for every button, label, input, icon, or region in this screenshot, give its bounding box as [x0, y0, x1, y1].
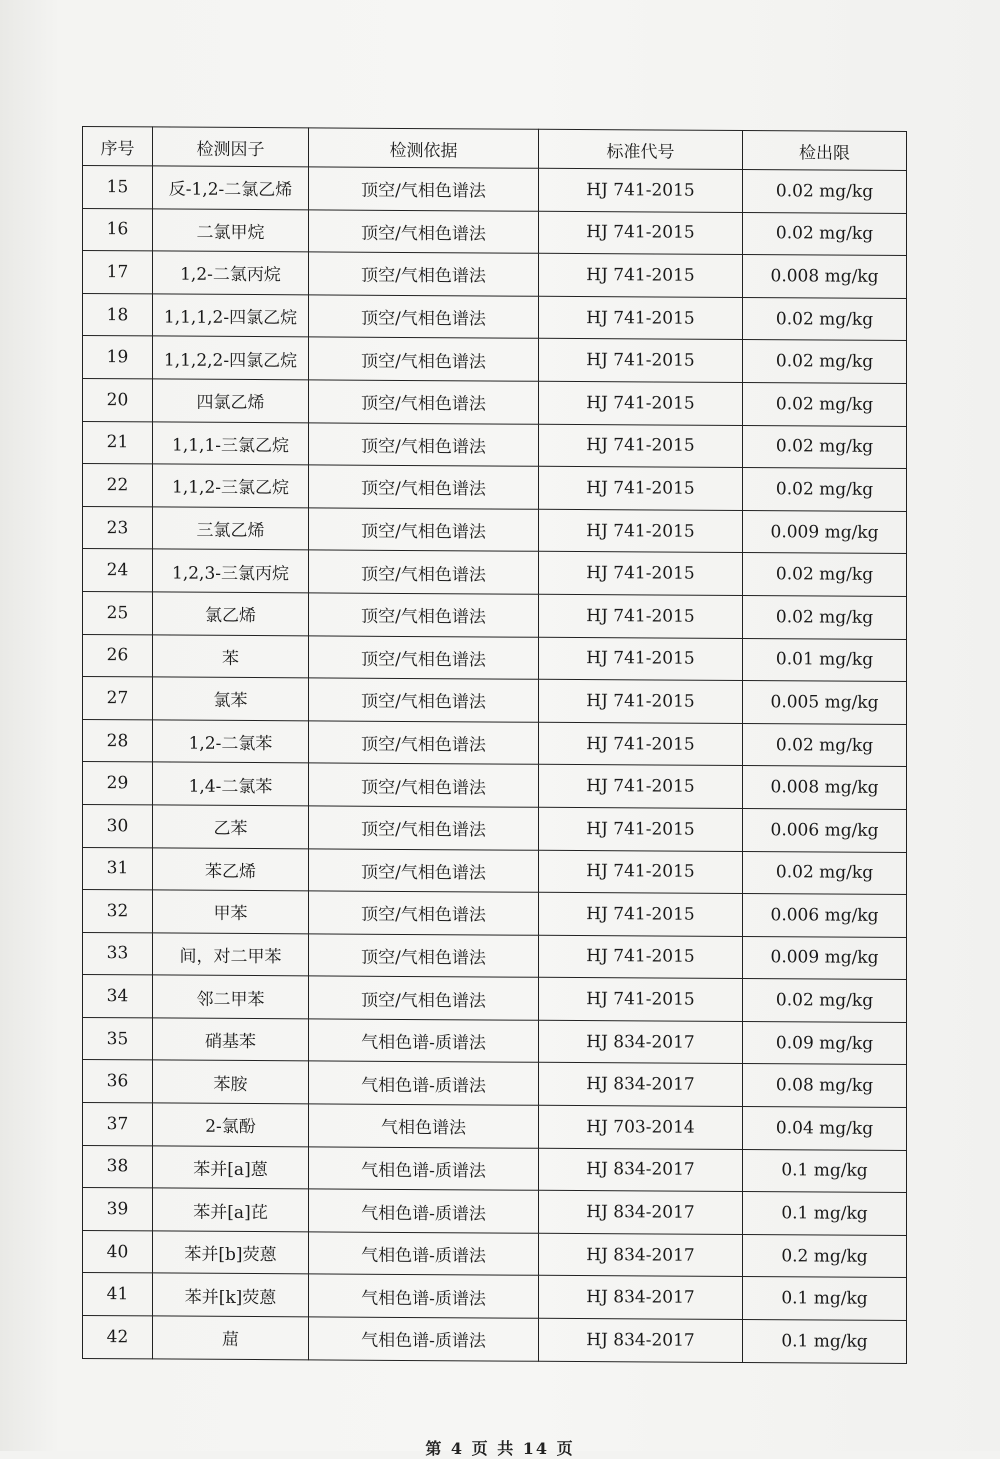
table-row	[83, 1316, 907, 1364]
header-factor: 检测因子	[153, 127, 309, 167]
cell-factor: 苯胺	[153, 1060, 309, 1104]
cell-method: 顶空/气相色谱法	[309, 806, 539, 850]
table-row	[83, 719, 907, 767]
cell-factor: 二氯甲烷	[153, 209, 309, 253]
cell-limit: 0.1 mg/kg	[743, 1320, 907, 1364]
cell-factor: 1,1,1,2-四氯乙烷	[153, 294, 309, 338]
cell-code: HJ 834-2017	[539, 1148, 743, 1192]
cell-limit: 0.02 mg/kg	[743, 425, 907, 469]
cell-code: HJ 834-2017	[539, 1233, 743, 1277]
cell-code: HJ 741-2015	[539, 424, 743, 468]
table-row	[83, 1060, 907, 1108]
cell-code: HJ 834-2017	[539, 1063, 743, 1107]
cell-code: HJ 741-2015	[539, 892, 743, 936]
cell-method: 顶空/气相色谱法	[309, 380, 539, 424]
cell-limit: 0.09 mg/kg	[743, 1021, 907, 1065]
cell-method: 顶空/气相色谱法	[309, 593, 539, 637]
cell-factor: 2-氯酚	[153, 1103, 309, 1147]
cell-factor: 1,2,3-三氯丙烷	[153, 549, 309, 593]
cell-limit: 0.008 mg/kg	[743, 255, 907, 299]
cell-code: HJ 834-2017	[539, 1020, 743, 1064]
header-seq: 序号	[83, 127, 153, 166]
cell-seq: 37	[83, 1103, 153, 1146]
table-row	[83, 421, 907, 469]
cell-code: HJ 741-2015	[539, 381, 743, 425]
cell-seq: 35	[83, 1017, 153, 1060]
cell-factor: 三氯乙烯	[153, 507, 309, 551]
cell-code: HJ 741-2015	[539, 807, 743, 851]
cell-method: 气相色谱-质谱法	[309, 1147, 539, 1191]
cell-code: HJ 741-2015	[539, 509, 743, 553]
cell-method: 顶空/气相色谱法	[309, 465, 539, 509]
cell-limit: 0.1 mg/kg	[743, 1277, 907, 1321]
cell-method: 顶空/气相色谱法	[309, 635, 539, 679]
cell-factor: 苯并[a]芘	[153, 1188, 309, 1232]
table-row	[83, 975, 907, 1023]
cell-seq: 15	[83, 166, 153, 209]
cell-code: HJ 741-2015	[539, 978, 743, 1022]
cell-seq: 21	[83, 421, 153, 464]
table-row	[83, 166, 907, 214]
cell-limit: 0.02 mg/kg	[743, 212, 907, 256]
cell-code: HJ 741-2015	[539, 552, 743, 596]
table-row	[83, 251, 907, 299]
cell-factor: 甲苯	[153, 890, 309, 934]
cell-limit: 0.02 mg/kg	[743, 851, 907, 895]
cell-code: HJ 834-2017	[539, 1276, 743, 1320]
cell-seq: 24	[83, 549, 153, 592]
table-row	[83, 762, 907, 810]
table-row	[83, 1273, 907, 1321]
cell-seq: 32	[83, 890, 153, 933]
page-number: 第 4 页 共 14 页	[425, 1439, 575, 1458]
cell-factor: 苯并[a]蒽	[153, 1146, 309, 1190]
cell-method: 顶空/气相色谱法	[309, 209, 539, 253]
cell-limit: 0.02 mg/kg	[743, 383, 907, 427]
table-row	[83, 336, 907, 384]
table-row	[83, 890, 907, 938]
cell-limit: 0.006 mg/kg	[743, 808, 907, 852]
table-row	[83, 634, 907, 682]
table-body	[83, 166, 907, 1364]
cell-seq: 33	[83, 932, 153, 975]
cell-seq: 20	[83, 378, 153, 421]
cell-seq: 38	[83, 1145, 153, 1188]
cell-seq: 18	[83, 293, 153, 336]
table-row	[83, 208, 907, 256]
cell-limit: 0.08 mg/kg	[743, 1064, 907, 1108]
cell-factor: 1,1,2,2-四氯乙烷	[153, 336, 309, 380]
cell-limit: 0.008 mg/kg	[743, 766, 907, 810]
table-row	[83, 1188, 907, 1236]
cell-limit: 0.02 mg/kg	[743, 297, 907, 341]
cell-seq: 30	[83, 804, 153, 847]
cell-factor: 苯并[b]荧蒽	[153, 1231, 309, 1275]
cell-method: 顶空/气相色谱法	[309, 422, 539, 466]
cell-method: 顶空/气相色谱法	[309, 678, 539, 722]
cell-method: 气相色谱-质谱法	[309, 1274, 539, 1318]
cell-code: HJ 741-2015	[539, 765, 743, 809]
cell-seq: 31	[83, 847, 153, 890]
cell-method: 气相色谱-质谱法	[309, 1019, 539, 1063]
cell-limit: 0.009 mg/kg	[743, 936, 907, 980]
cell-code: HJ 834-2017	[539, 1191, 743, 1235]
cell-seq: 19	[83, 336, 153, 379]
cell-seq: 40	[83, 1230, 153, 1273]
cell-factor: 苯	[153, 634, 309, 678]
cell-seq: 26	[83, 634, 153, 677]
cell-seq: 34	[83, 975, 153, 1018]
cell-seq: 22	[83, 464, 153, 507]
cell-factor: 1,2-二氯苯	[153, 720, 309, 764]
cell-limit: 0.01 mg/kg	[743, 638, 907, 682]
cell-code: HJ 741-2015	[539, 211, 743, 255]
detection-limit-table	[82, 126, 907, 1364]
cell-factor: 苯并[k]荧蒽	[153, 1273, 309, 1317]
cell-code: HJ 703-2014	[539, 1105, 743, 1149]
cell-limit: 0.006 mg/kg	[743, 894, 907, 938]
cell-method: 顶空/气相色谱法	[309, 763, 539, 807]
cell-limit: 0.02 mg/kg	[743, 979, 907, 1023]
cell-code: HJ 741-2015	[539, 637, 743, 681]
cell-code: HJ 741-2015	[539, 466, 743, 510]
header-limit: 检出限	[743, 131, 907, 171]
table-header-row	[83, 127, 907, 171]
cell-factor: 苯乙烯	[153, 847, 309, 891]
cell-code: HJ 741-2015	[539, 679, 743, 723]
cell-factor: 䓛	[153, 1316, 309, 1360]
cell-method: 气相色谱法	[309, 1104, 539, 1148]
cell-factor: 四氯乙烯	[153, 379, 309, 423]
table-row	[83, 804, 907, 852]
table-row	[83, 1103, 907, 1151]
cell-seq: 42	[83, 1316, 153, 1359]
cell-code: HJ 741-2015	[539, 935, 743, 979]
table-row	[83, 847, 907, 895]
cell-factor: 反-1,2-二氯乙烯	[153, 166, 309, 210]
cell-limit: 0.1 mg/kg	[743, 1192, 907, 1236]
cell-code: HJ 741-2015	[539, 594, 743, 638]
cell-method: 顶空/气相色谱法	[309, 167, 539, 211]
cell-method: 顶空/气相色谱法	[309, 295, 539, 339]
cell-method: 气相色谱-质谱法	[309, 1317, 539, 1361]
table-row	[83, 293, 907, 341]
table-row	[83, 1017, 907, 1065]
cell-factor: 1,2-二氯丙烷	[153, 251, 309, 295]
header-code: 标准代号	[539, 129, 743, 169]
table-row	[83, 549, 907, 597]
cell-method: 顶空/气相色谱法	[309, 721, 539, 765]
cell-limit: 0.1 mg/kg	[743, 1149, 907, 1193]
cell-limit: 0.02 mg/kg	[743, 340, 907, 384]
cell-factor: 间，对二甲苯	[153, 933, 309, 977]
cell-seq: 16	[83, 208, 153, 251]
table-row	[83, 464, 907, 512]
cell-factor: 氯苯	[153, 677, 309, 721]
cell-seq: 23	[83, 506, 153, 549]
cell-seq: 25	[83, 591, 153, 634]
cell-factor: 1,1,1-三氯乙烷	[153, 421, 309, 465]
cell-method: 顶空/气相色谱法	[309, 252, 539, 296]
cell-code: HJ 741-2015	[539, 339, 743, 383]
cell-seq: 36	[83, 1060, 153, 1103]
cell-code: HJ 741-2015	[539, 296, 743, 340]
cell-factor: 氯乙烯	[153, 592, 309, 636]
cell-limit: 0.04 mg/kg	[743, 1107, 907, 1151]
cell-code: HJ 834-2017	[539, 1318, 743, 1362]
cell-method: 顶空/气相色谱法	[309, 337, 539, 381]
cell-factor: 1,1,2-三氯乙烷	[153, 464, 309, 508]
table-row	[83, 932, 907, 980]
table-row	[83, 677, 907, 725]
cell-code: HJ 741-2015	[539, 722, 743, 766]
cell-method: 顶空/气相色谱法	[309, 550, 539, 594]
cell-limit: 0.2 mg/kg	[743, 1234, 907, 1278]
cell-limit: 0.02 mg/kg	[743, 468, 907, 512]
cell-seq: 17	[83, 251, 153, 294]
cell-factor: 硝基苯	[153, 1018, 309, 1062]
cell-seq: 28	[83, 719, 153, 762]
cell-factor: 乙苯	[153, 805, 309, 849]
cell-factor: 1,4-二氯苯	[153, 762, 309, 806]
cell-factor: 邻二甲苯	[153, 975, 309, 1019]
table-row	[83, 1230, 907, 1278]
cell-seq: 41	[83, 1273, 153, 1316]
cell-limit: 0.02 mg/kg	[743, 723, 907, 767]
cell-code: HJ 741-2015	[539, 253, 743, 297]
cell-limit: 0.02 mg/kg	[743, 553, 907, 597]
cell-limit: 0.005 mg/kg	[743, 681, 907, 725]
cell-seq: 39	[83, 1188, 153, 1231]
cell-method: 顶空/气相色谱法	[309, 934, 539, 978]
cell-limit: 0.02 mg/kg	[743, 170, 907, 214]
cell-method: 气相色谱-质谱法	[309, 1061, 539, 1105]
cell-method: 顶空/气相色谱法	[309, 891, 539, 935]
cell-method: 顶空/气相色谱法	[309, 508, 539, 552]
cell-limit: 0.009 mg/kg	[743, 510, 907, 554]
table-row	[83, 506, 907, 554]
cell-limit: 0.02 mg/kg	[743, 595, 907, 639]
table-row	[83, 1145, 907, 1193]
cell-method: 顶空/气相色谱法	[309, 976, 539, 1020]
cell-code: HJ 741-2015	[539, 168, 743, 212]
cell-seq: 29	[83, 762, 153, 805]
cell-seq: 27	[83, 677, 153, 720]
cell-method: 气相色谱-质谱法	[309, 1189, 539, 1233]
cell-method: 气相色谱-质谱法	[309, 1232, 539, 1276]
cell-method: 顶空/气相色谱法	[309, 848, 539, 892]
header-method: 检测依据	[309, 128, 539, 168]
table-row	[83, 591, 907, 639]
table-row	[83, 378, 907, 426]
cell-code: HJ 741-2015	[539, 850, 743, 894]
